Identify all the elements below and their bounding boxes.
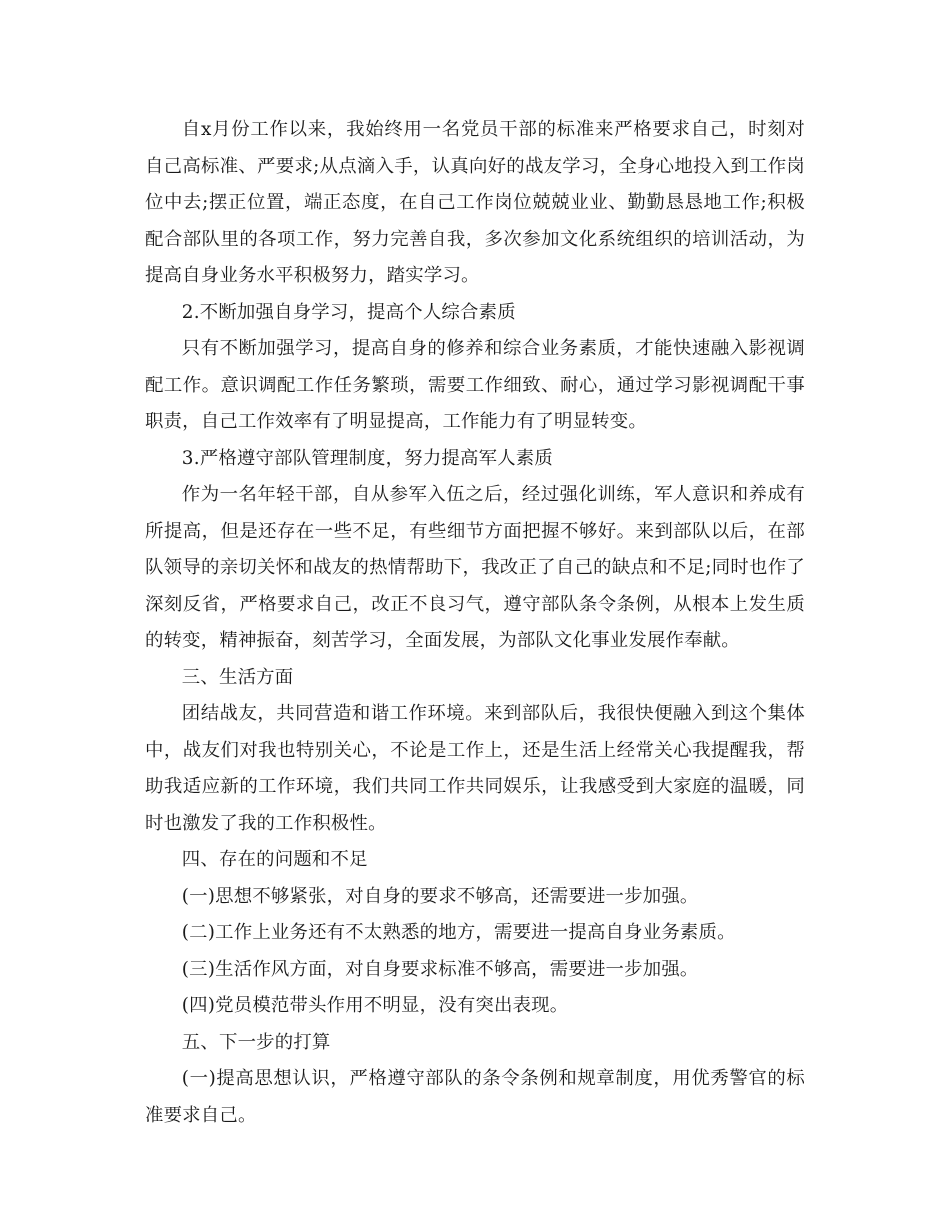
paragraph-life: 团结战友，共同营造和谐工作环境。来到部队后，我很快便融入到这个集体中，战友们对我也特别关心，不论是工作上，还是生活上经常关心我提醒我，帮助我适应新的工作环境，我们共同工作共同娱乐，让我感受到大家庭的温暖，同时也激发了我的工作积极性。 xyxy=(145,703,805,834)
list-item-next-1: (一)提高思想认识，严格遵守部队的条令条例和规章制度，用优秀警官的标准要求自己。 xyxy=(145,1068,805,1126)
paragraph-intro: 自x月份工作以来，我始终用一名党员干部的标准来严格要求自己，时刻对自己高标准、严要求;从点滴入手，认真向好的战友学习，全身心地投入到工作岗位中去;摆正位置，端正态度，在自己工作岗位兢兢业业、勤勤恳恳地工作;积极配合部队里的各项工作，努力完善自我，多次参加文化系统组织的培训活动，为提高自身业务水平积极努力，踏实学习。 xyxy=(145,119,805,286)
document-body xyxy=(145,112,805,1134)
list-item-problem-4: (四)党员模范带头作用不明显，没有突出表现。 xyxy=(181,995,569,1016)
list-item-problem-2: (二)工作上业务还有不太熟悉的地方，需要进一提高自身业务素质。 xyxy=(181,922,736,943)
heading-discipline: 3.严格遵守部队管理制度，努力提高军人素质 xyxy=(181,447,553,469)
heading-problems: 四、存在的问题和不足 xyxy=(181,849,368,870)
list-item-problem-1: (一)思想不够紧张，对自身的要求不够高，还需要进一步加强。 xyxy=(181,885,699,907)
paragraph-discipline: 作为一名年轻干部，自从参军入伍之后，经过强化训练，军人意识和养成有所提高，但是还存在一些不足，有些细节方面把握不够好。来到部队以后，在部队领导的亲切关怀和战友的热情帮助下，我改正了自己的缺点和不足;同时也作了深刻反省，严格要求自己，改正不良习气，遵守部队条令条例，从根本上发生质的转变，精神振奋，刻苦学习，全面发展，为部队文化事业发展作奉献。 xyxy=(145,484,805,651)
list-item-problem-3: (三)生活作风方面，对自身要求标准不够高，需要进一步加强。 xyxy=(181,958,699,980)
heading-self-study: 2.不断加强自身学习，提高个人综合素质 xyxy=(181,301,516,323)
heading-life: 三、生活方面 xyxy=(181,666,294,688)
paragraph-self-study: 只有不断加强学习，提高自身的修养和综合业务素质，才能快速融入影视调配工作。意识调配工作任务繁琐，需要工作细致、耐心，通过学习影视调配干事职责，自己工作效率有了明显提高，工作能力有了明显转变。 xyxy=(145,338,805,432)
heading-next-steps: 五、下一步的打算 xyxy=(181,1031,331,1053)
